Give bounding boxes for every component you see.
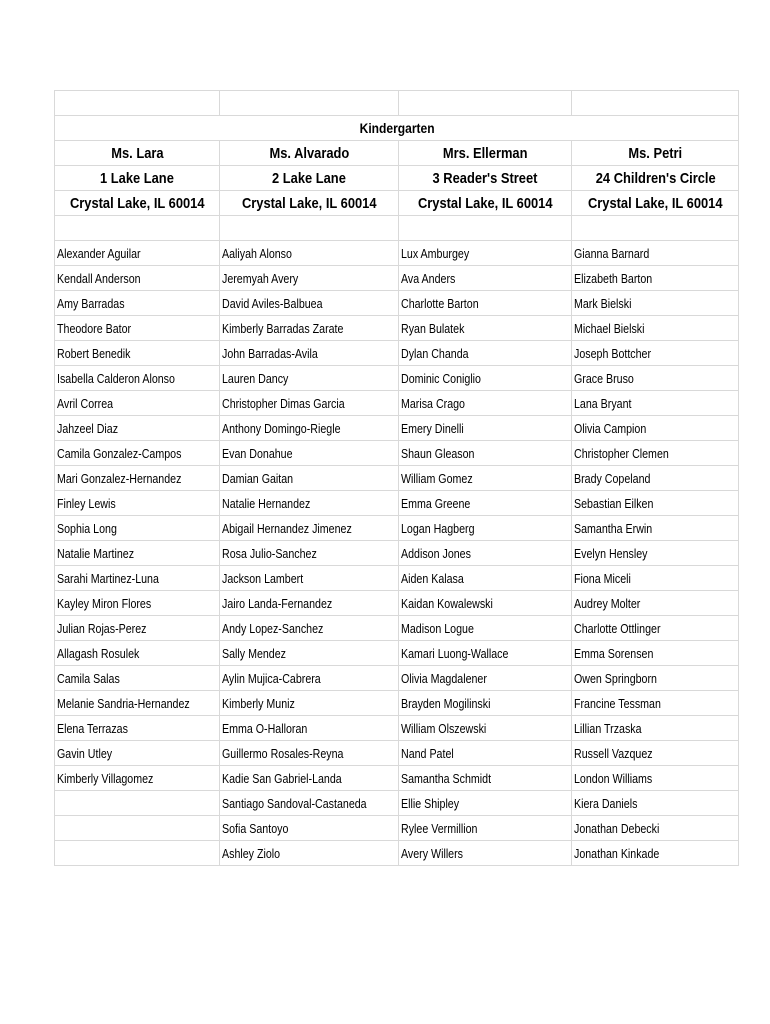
student-row xyxy=(55,316,739,341)
student-row xyxy=(55,641,739,666)
student-name: Lana Bryant xyxy=(574,395,632,411)
student-row xyxy=(55,266,739,291)
student-name: Evelyn Hensley xyxy=(574,545,648,561)
student-cell xyxy=(572,291,739,316)
student-name: Kayley Miron Flores xyxy=(57,595,152,611)
student-name: Kiera Daniels xyxy=(574,795,638,811)
student-name: Sarahi Martinez-Luna xyxy=(57,570,159,586)
student-cell xyxy=(572,391,739,416)
student-cell xyxy=(572,341,739,366)
student-cell xyxy=(219,741,398,766)
student-name: Rosa Julio-Sanchez xyxy=(221,545,317,561)
student-row xyxy=(55,741,739,766)
student-row xyxy=(55,241,739,266)
teacher-city xyxy=(572,191,739,216)
student-row xyxy=(55,466,739,491)
student-name: Russell Vazquez xyxy=(574,745,653,761)
student-cell xyxy=(219,366,398,391)
student-cell xyxy=(572,666,739,691)
student-row xyxy=(55,666,739,691)
student-name: Christopher Clemen xyxy=(574,445,670,461)
student-cell xyxy=(55,366,220,391)
teacher-city-text: Crystal Lake, IL 60014 xyxy=(241,194,377,212)
student-cell xyxy=(399,341,572,366)
student-cell xyxy=(219,816,398,841)
student-name: Nand Patel xyxy=(401,745,454,761)
student-name: Melanie Sandria-Hernandez xyxy=(57,695,190,711)
student-cell xyxy=(572,541,739,566)
student-row xyxy=(55,591,739,616)
student-name: Damian Gaitan xyxy=(221,470,293,486)
teacher-name xyxy=(399,141,572,166)
student-name: Guillermo Rosales-Reyna xyxy=(221,745,344,761)
student-name: Evan Donahue xyxy=(221,445,293,461)
student-cell xyxy=(572,791,739,816)
title-row xyxy=(55,116,739,141)
student-row xyxy=(55,516,739,541)
student-cell xyxy=(55,766,220,791)
student-name: Kimberly Barradas Zarate xyxy=(221,320,344,336)
student-cell xyxy=(572,816,739,841)
teacher-name-text: Ms. Alvarado xyxy=(269,144,349,162)
student-cell xyxy=(219,516,398,541)
student-name: Julian Rojas-Perez xyxy=(57,620,147,636)
teacher-name-text: Ms. Lara xyxy=(110,144,164,162)
student-name: Ashley Ziolo xyxy=(221,845,280,861)
teacher-name-text: Ms. Petri xyxy=(628,144,683,162)
student-name: Allagash Rosulek xyxy=(57,645,140,661)
student-name: Sebastian Eilken xyxy=(574,495,654,511)
student-cell xyxy=(219,566,398,591)
student-cell xyxy=(572,316,739,341)
student-name: Natalie Martinez xyxy=(57,545,135,561)
student-name: Santiago Sandoval-Castaneda xyxy=(221,795,367,811)
student-row xyxy=(55,616,739,641)
teacher-name xyxy=(572,141,739,166)
student-name: Samantha Erwin xyxy=(574,520,653,536)
student-cell xyxy=(55,691,220,716)
student-cell xyxy=(55,516,220,541)
student-cell xyxy=(55,491,220,516)
teacher-name-text: Mrs. Ellerman xyxy=(442,144,528,162)
student-name: Kaidan Kowalewski xyxy=(401,595,494,611)
student-row xyxy=(55,441,739,466)
student-name: Emma Sorensen xyxy=(574,645,654,661)
student-cell xyxy=(219,466,398,491)
empty-cell xyxy=(399,91,572,116)
student-name: Isabella Calderon Alonso xyxy=(57,370,175,386)
student-cell xyxy=(399,741,572,766)
student-name: Lauren Dancy xyxy=(221,370,289,386)
student-name: Sofia Santoyo xyxy=(221,820,289,836)
teacher-name xyxy=(219,141,398,166)
blank-row xyxy=(55,91,739,116)
student-name: Audrey Molter xyxy=(574,595,641,611)
student-name: Camila Salas xyxy=(57,670,120,686)
student-cell xyxy=(572,716,739,741)
student-cell xyxy=(572,616,739,641)
student-name: William Olszewski xyxy=(401,720,487,736)
student-cell xyxy=(399,241,572,266)
student-cell xyxy=(399,691,572,716)
student-name: Jonathan Debecki xyxy=(574,820,660,836)
student-row xyxy=(55,541,739,566)
empty-cell xyxy=(572,91,739,116)
student-name: Emma O-Halloran xyxy=(221,720,308,736)
student-name: Joseph Bottcher xyxy=(574,345,652,361)
student-name: Jairo Landa-Fernandez xyxy=(221,595,333,611)
student-cell xyxy=(572,766,739,791)
empty-cell xyxy=(55,91,220,116)
student-name: Addison Jones xyxy=(401,545,472,561)
student-cell xyxy=(219,666,398,691)
student-cell xyxy=(572,691,739,716)
student-name: Francine Tessman xyxy=(574,695,662,711)
student-name: David Aviles-Balbuea xyxy=(221,295,323,311)
student-cell xyxy=(55,741,220,766)
student-cell xyxy=(399,766,572,791)
teacher-city-text: Crystal Lake, IL 60014 xyxy=(69,194,205,212)
student-cell xyxy=(219,241,398,266)
student-cell xyxy=(399,791,572,816)
student-row xyxy=(55,691,739,716)
student-name: John Barradas-Avila xyxy=(221,345,318,361)
student-name: Marisa Crago xyxy=(401,395,466,411)
blank-row xyxy=(55,216,739,241)
student-name: Christopher Dimas Garcia xyxy=(221,395,345,411)
student-row xyxy=(55,841,739,866)
student-cell xyxy=(399,641,572,666)
student-name: Alexander Aguilar xyxy=(57,245,141,261)
student-name: Anthony Domingo-Riegle xyxy=(221,420,341,436)
student-cell xyxy=(399,316,572,341)
student-cell xyxy=(219,616,398,641)
student-cell xyxy=(219,541,398,566)
student-name: Avery Willers xyxy=(401,845,464,861)
student-cell xyxy=(399,416,572,441)
student-cell xyxy=(55,666,220,691)
student-name: Kendall Anderson xyxy=(57,270,141,286)
student-name: Theodore Bator xyxy=(57,320,132,336)
student-cell xyxy=(55,816,220,841)
student-name: Avril Correa xyxy=(57,395,114,411)
student-cell xyxy=(219,591,398,616)
student-cell xyxy=(55,266,220,291)
student-name: Aylin Mujica-Cabrera xyxy=(221,670,321,686)
student-name: London Williams xyxy=(574,770,653,786)
student-row xyxy=(55,816,739,841)
student-cell xyxy=(399,841,572,866)
student-name: Lux Amburgey xyxy=(401,245,470,261)
teacher-city xyxy=(219,191,398,216)
student-name: Jeremyah Avery xyxy=(221,270,299,286)
student-row xyxy=(55,291,739,316)
student-name: Sophia Long xyxy=(57,520,117,536)
student-name: Kadie San Gabriel-Landa xyxy=(221,770,342,786)
student-name: Gavin Utley xyxy=(57,745,113,761)
student-cell xyxy=(572,366,739,391)
student-name: Brayden Mogilinski xyxy=(401,695,491,711)
teacher-street xyxy=(399,166,572,191)
student-row xyxy=(55,716,739,741)
student-name: Camila Gonzalez-Campos xyxy=(57,445,182,461)
student-name: Kimberly Muniz xyxy=(221,695,295,711)
teacher-street xyxy=(219,166,398,191)
student-cell xyxy=(219,641,398,666)
student-cell xyxy=(399,466,572,491)
student-cell xyxy=(572,466,739,491)
student-cell xyxy=(572,241,739,266)
student-name: Robert Benedik xyxy=(57,345,131,361)
student-cell xyxy=(572,641,739,666)
student-row xyxy=(55,791,739,816)
student-name: Elena Terrazas xyxy=(57,720,128,736)
student-name: Finley Lewis xyxy=(57,495,116,511)
student-cell xyxy=(55,441,220,466)
teacher-name-row xyxy=(55,141,739,166)
student-cell xyxy=(55,591,220,616)
student-cell xyxy=(219,291,398,316)
teacher-street xyxy=(572,166,739,191)
student-name: Shaun Gleason xyxy=(401,445,475,461)
teacher-city xyxy=(399,191,572,216)
student-name: Logan Hagberg xyxy=(401,520,475,536)
student-name: Olivia Campion xyxy=(574,420,647,436)
student-name: Mari Gonzalez-Hernandez xyxy=(57,470,182,486)
student-name: Emery Dinelli xyxy=(401,420,465,436)
student-name: Elizabeth Barton xyxy=(574,270,653,286)
teacher-city-text: Crystal Lake, IL 60014 xyxy=(587,194,723,212)
student-cell xyxy=(399,266,572,291)
student-cell xyxy=(399,816,572,841)
student-cell xyxy=(399,441,572,466)
student-cell xyxy=(399,366,572,391)
student-cell xyxy=(219,791,398,816)
student-cell xyxy=(55,641,220,666)
student-cell xyxy=(399,716,572,741)
student-cell xyxy=(399,541,572,566)
sheet-title: Kindergarten xyxy=(102,116,690,141)
student-cell xyxy=(399,491,572,516)
student-cell xyxy=(219,716,398,741)
student-cell xyxy=(55,291,220,316)
student-cell xyxy=(55,416,220,441)
teacher-street-text: 2 Lake Lane xyxy=(272,169,346,187)
student-cell xyxy=(219,341,398,366)
teacher-city-row xyxy=(55,191,739,216)
student-cell xyxy=(572,416,739,441)
student-name: Olivia Magdalener xyxy=(401,670,488,686)
student-name: Jahzeel Diaz xyxy=(57,420,119,436)
class-roster-sheet xyxy=(54,90,739,866)
student-name: Fiona Miceli xyxy=(574,570,632,586)
student-name: Ryan Bulatek xyxy=(401,320,465,336)
student-cell xyxy=(399,591,572,616)
empty-cell xyxy=(219,216,398,241)
student-cell xyxy=(572,516,739,541)
empty-cell xyxy=(399,216,572,241)
student-cell xyxy=(219,316,398,341)
student-name: Rylee Vermillion xyxy=(401,820,478,836)
student-name: Jackson Lambert xyxy=(221,570,304,586)
student-cell xyxy=(55,391,220,416)
student-name: Jonathan Kinkade xyxy=(574,845,660,861)
student-name: Aiden Kalasa xyxy=(401,570,465,586)
student-cell xyxy=(55,241,220,266)
student-row xyxy=(55,341,739,366)
teacher-street-row xyxy=(55,166,739,191)
student-cell xyxy=(219,766,398,791)
student-name: Sally Mendez xyxy=(221,645,286,661)
student-name: Amy Barradas xyxy=(57,295,125,311)
student-row xyxy=(55,566,739,591)
student-name: Brady Copeland xyxy=(574,470,651,486)
student-cell xyxy=(399,566,572,591)
student-row xyxy=(55,391,739,416)
student-name: Gianna Barnard xyxy=(574,245,650,261)
student-cell xyxy=(572,491,739,516)
student-name: Madison Logue xyxy=(401,620,475,636)
student-cell xyxy=(219,491,398,516)
student-cell xyxy=(572,741,739,766)
student-cell xyxy=(219,391,398,416)
student-cell xyxy=(55,616,220,641)
student-row xyxy=(55,491,739,516)
student-cell xyxy=(399,666,572,691)
student-name: William Gomez xyxy=(401,470,473,486)
teacher-street-text: 1 Lake Lane xyxy=(99,169,174,187)
student-cell xyxy=(572,591,739,616)
student-cell xyxy=(399,516,572,541)
student-cell xyxy=(572,266,739,291)
student-name: Charlotte Ottlinger xyxy=(574,620,661,636)
student-name: Grace Bruso xyxy=(574,370,635,386)
student-cell xyxy=(55,316,220,341)
student-cell xyxy=(219,841,398,866)
student-name: Owen Springborn xyxy=(574,670,658,686)
student-cell xyxy=(219,416,398,441)
empty-cell xyxy=(572,216,739,241)
student-cell xyxy=(55,541,220,566)
student-name: Charlotte Barton xyxy=(401,295,479,311)
student-name: Ava Anders xyxy=(401,270,456,286)
teacher-street-text: 3 Reader's Street xyxy=(432,169,538,187)
student-cell xyxy=(219,691,398,716)
student-cell xyxy=(55,566,220,591)
student-cell xyxy=(55,466,220,491)
teacher-city xyxy=(55,191,220,216)
empty-cell xyxy=(55,216,220,241)
teacher-street xyxy=(55,166,220,191)
empty-cell xyxy=(219,91,398,116)
student-row xyxy=(55,766,739,791)
student-cell xyxy=(399,616,572,641)
teacher-street-text: 24 Children's Circle xyxy=(595,169,716,187)
student-cell xyxy=(55,841,220,866)
student-name: Emma Greene xyxy=(401,495,471,511)
student-name: Aaliyah Alonso xyxy=(221,245,292,261)
student-cell xyxy=(219,441,398,466)
student-name: Andy Lopez-Sanchez xyxy=(221,620,324,636)
student-cell xyxy=(572,441,739,466)
teacher-city-text: Crystal Lake, IL 60014 xyxy=(417,194,553,212)
student-cell xyxy=(55,791,220,816)
student-cell xyxy=(55,716,220,741)
student-row xyxy=(55,416,739,441)
student-name: Kimberly Villagomez xyxy=(57,770,154,786)
student-cell xyxy=(399,391,572,416)
student-name: Mark Bielski xyxy=(574,295,632,311)
student-name: Natalie Hernandez xyxy=(221,495,311,511)
student-cell xyxy=(572,566,739,591)
student-name: Abigail Hernandez Jimenez xyxy=(221,520,352,536)
student-name: Michael Bielski xyxy=(574,320,645,336)
student-cell xyxy=(55,341,220,366)
student-row xyxy=(55,366,739,391)
student-name: Dominic Coniglio xyxy=(401,370,482,386)
teacher-name xyxy=(55,141,220,166)
student-cell xyxy=(399,291,572,316)
student-name: Dylan Chanda xyxy=(401,345,469,361)
student-cell xyxy=(219,266,398,291)
student-cell xyxy=(572,841,739,866)
student-name: Kamari Luong-Wallace xyxy=(401,645,509,661)
student-name: Lillian Trzaska xyxy=(574,720,642,736)
student-name: Ellie Shipley xyxy=(401,795,460,811)
student-name: Samantha Schmidt xyxy=(401,770,492,786)
